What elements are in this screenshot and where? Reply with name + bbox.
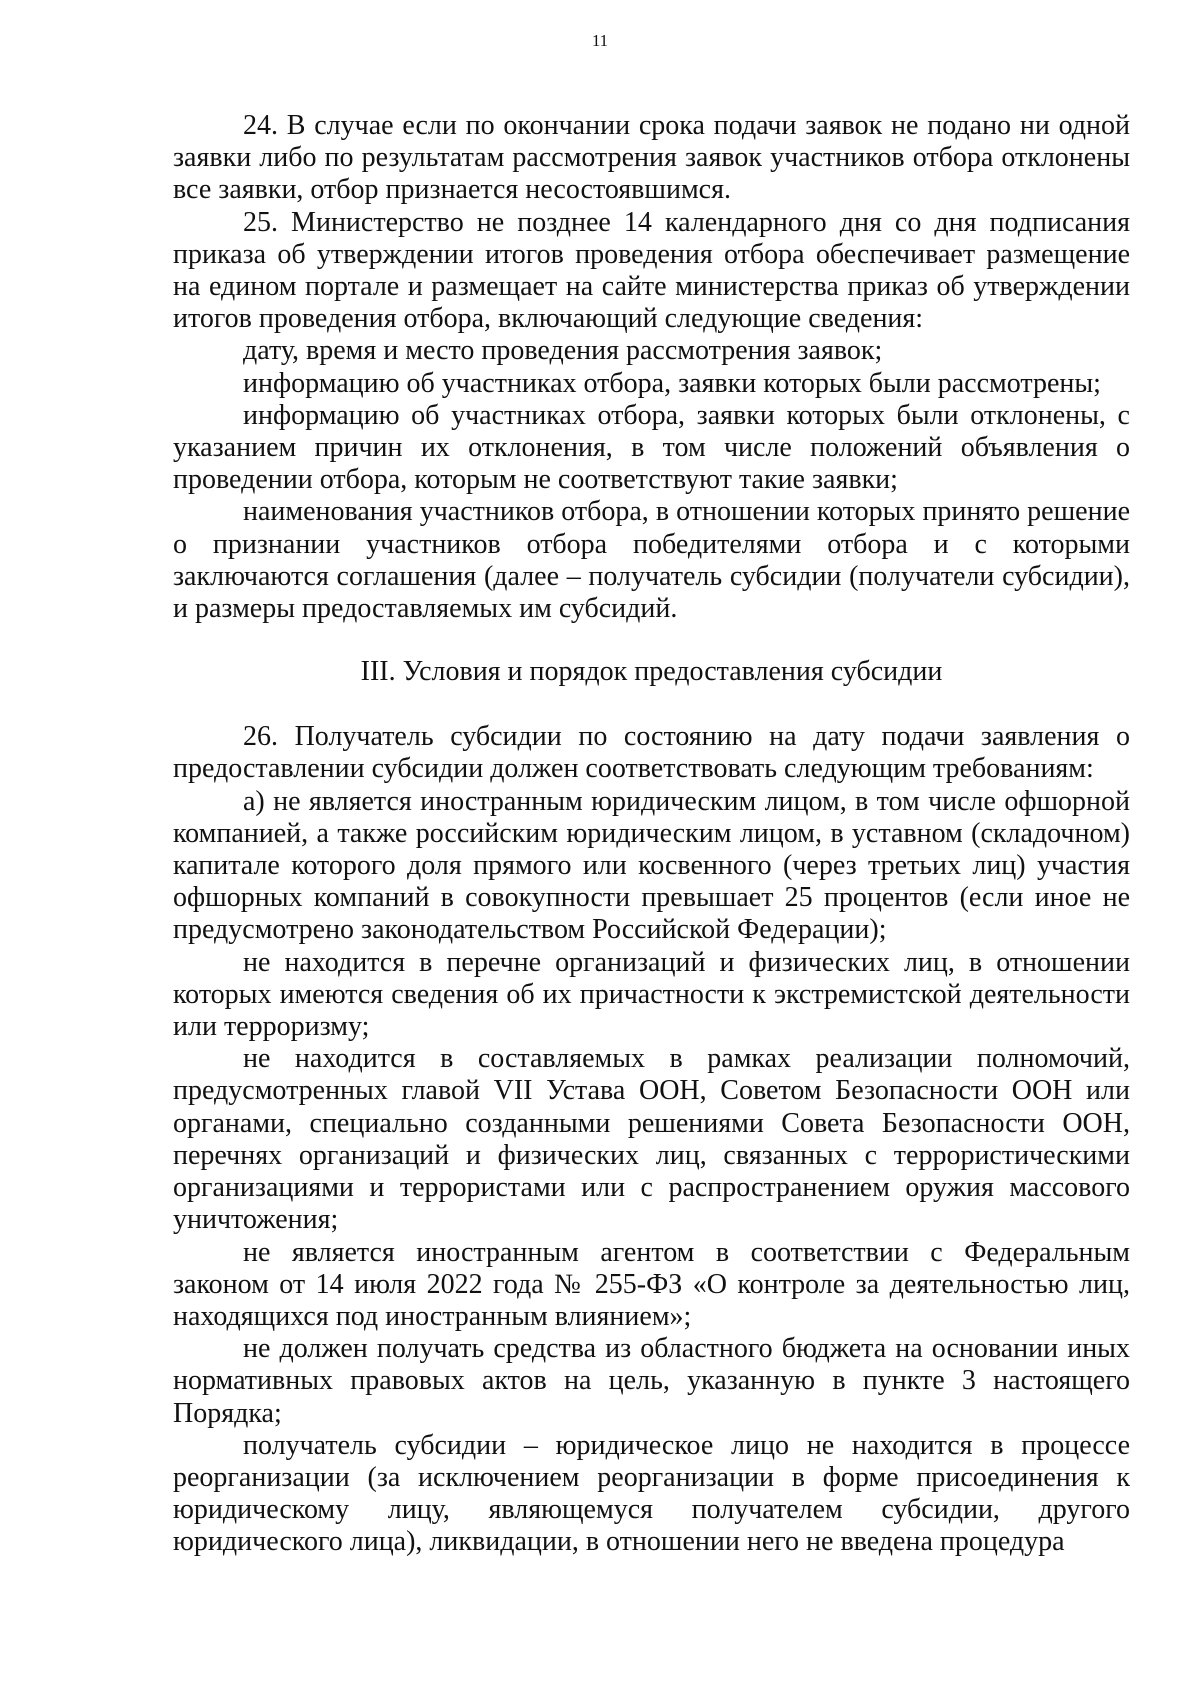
- requirement-item: получатель субсидии – юридическое лицо не находится в процессе реорганизации (за исключением реорганизации в форме присоединения к юридическому лицу, являющемуся получателем субсидии, другого юридического лица), ликвидации, в отношении него не введена процедура: [173, 1429, 1130, 1558]
- paragraph-26: 26. Получатель субсидии по состоянию на дату подачи заявления о предоставлении субсидии должен соответствовать следующим требованиям:: [173, 721, 1130, 785]
- paragraph-25: 25. Министерство не позднее 14 календарного дня со дня подписания приказа об утверждении итогов проведения отбора обеспечивает размещение на едином портале и размещает на сайте министерства приказ об утверждении итогов проведения отбора, включающий следующие сведения:: [173, 206, 1130, 335]
- requirement-item: не должен получать средства из областного бюджета на основании иных нормативных правовых актов на цель, указанную в пункте 3 настоящего Порядка;: [173, 1333, 1130, 1429]
- section-heading: III. Условия и порядок предоставления субсидии: [360, 656, 943, 688]
- paragraph-24: 24. В случае если по окончании срока подачи заявок не подано ни одной заявки либо по результатам рассмотрения заявок участников отбора отклонены все заявки, отбор признается несостоявшимся.: [173, 110, 1130, 206]
- page-number: 11: [591, 31, 609, 50]
- requirement-item: не является иностранным агентом в соответствии с Федеральным законом от 14 июля 2022 года № 255-ФЗ «О контроле за деятельностью лиц, находящихся под иностранным влиянием»;: [173, 1236, 1130, 1332]
- list-item: информацию об участниках отбора, заявки которых были рассмотрены;: [243, 367, 1101, 399]
- list-item: информацию об участниках отбора, заявки которых были отклонены, с указанием причин их отклонения, в том числе положений объявления о проведении отбора, которым не соответствуют такие заявки;: [173, 399, 1130, 496]
- list-item: дату, время и место проведения рассмотрения заявок;: [243, 335, 883, 367]
- requirement-item: а) не является иностранным юридическим лицом, в том числе офшорной компанией, а также российским юридическим лицом, в уставном (складочном) капитале которого доля прямого или косвенного (через третьих лиц) участия офшорных компаний в совокупности превышает 25 процентов (если иное не предусмотрено законодательством Российской Федерации);: [173, 785, 1130, 946]
- requirement-item: не находится в составляемых в рамках реализации полномочий, предусмотренных главой VII Устава ООН, Советом Безопасности ООН или органами, специально созданными решениями Совета Безопасности ООН, перечнях организаций и физических лиц, связанных с террористическими организациями и террористами или с распространением оружия массового уничтожения;: [173, 1043, 1130, 1236]
- requirement-item: не находится в перечне организаций и физических лиц, в отношении которых имеются сведения об их причастности к экстремистской деятельности или терроризму;: [173, 946, 1130, 1043]
- document-body: [173, 110, 1130, 1559]
- list-item: наименования участников отбора, в отношении которых принято решение о признании участников отбора победителями отбора и с которыми заключаются соглашения (далее – получатель субсидии (получатели субсидии), и размеры предоставляемых им субсидий.: [173, 496, 1130, 625]
